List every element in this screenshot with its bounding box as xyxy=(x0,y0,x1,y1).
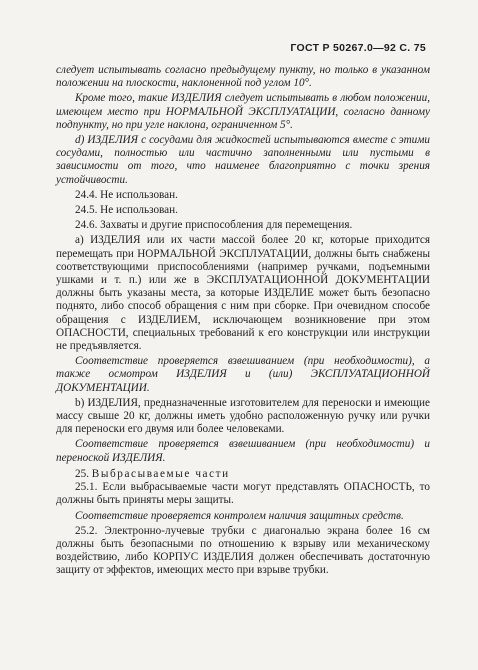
document-body xyxy=(56,64,430,580)
paragraph: Кроме того, такие ИЗДЕЛИЯ следует испытывать в любом положении, имеющем место при НОРМАЛЬНОЙ ЭКСПЛУАТАЦИИ, согласно данному подпункту, но при угле наклона, ограниченном 5°. xyxy=(56,92,430,131)
paragraph: а) ИЗДЕЛИЯ или их части массой более 20 кг, которые приходится перемещать при НОРМАЛЬНОЙ ЭКСПЛУАТАЦИИ, должны быть снабжены соответствующими приспособлениями (например ручками, подъемными ушками и т. п.) или же в ЭКСПЛУАТАЦИОННОЙ ДОКУМЕНТАЦИИ должны быть указаны места, за которые ИЗДЕЛИЕ может быть безопасно поднято, либо способ обращения с ним при сборке. При очевидном способе обращения с ИЗДЕЛИЕМ, исключающем возникновение при этом ОПАСНОСТИ, специальных требований к его конструкции или инструкции не предъявляется. xyxy=(56,234,430,353)
paragraph: следует испытывать согласно предыдущему пункту, но только в указанном положении на плоскости, наклоненной под углом 10°. xyxy=(56,64,430,90)
paragraph: b) ИЗДЕЛИЯ, предназначенные изготовителем для переноски и имеющие массу свыше 20 кг, должны иметь удобно расположенную ручку или ручки для переноски его двумя или более человеками. xyxy=(56,396,430,436)
paragraph: 24.6. Захваты и другие приспособления для перемещения. xyxy=(75,219,353,232)
paragraph: 24.4. Не использован. xyxy=(75,188,178,201)
paragraph: 25.2. Электронно-лучевые трубки с диагональю экрана более 16 см должны быть безопасными по отношению к взрыву или механическому воздействию, либо КОРПУС ИЗДЕЛИЯ должен обеспечивать достаточную защиту от эффектов, имеющих место при взрыве трубки. xyxy=(56,524,430,577)
section-number: 25. xyxy=(75,467,89,480)
paragraph: Соответствие проверяется взвешиванием (при необходимости), а также осмотром ИЗДЕЛИЯ и (или) ЭКСПЛУАТАЦИОННОЙ ДОКУМЕНТАЦИИ. xyxy=(56,355,430,394)
paragraph: 24.5. Не использован. xyxy=(75,204,178,217)
paragraph: d) ИЗДЕЛИЯ с сосудами для жидкостей испытываются вместе с этими сосудами, полностью или частично заполненными или пустыми в зависимости от того, что наименее благоприятно с точки зрения устойчивости. xyxy=(56,134,430,186)
page-header: ГОСТ Р 50267.0—92 С. 75 xyxy=(290,42,426,54)
paragraph: 25.1. Если выбрасываемые части могут представлять ОПАСНОСТЬ, то должны быть приняты меры защиты. xyxy=(56,481,430,507)
paragraph: Соответствие проверяется взвешиванием (при необходимости) и переноской ИЗДЕЛИЯ. xyxy=(56,438,430,464)
paragraph: Соответствие проверяется контролем наличия защитных средств. xyxy=(75,509,404,522)
section-heading xyxy=(56,468,430,481)
section-title: Выбрасываемые части xyxy=(91,467,230,480)
